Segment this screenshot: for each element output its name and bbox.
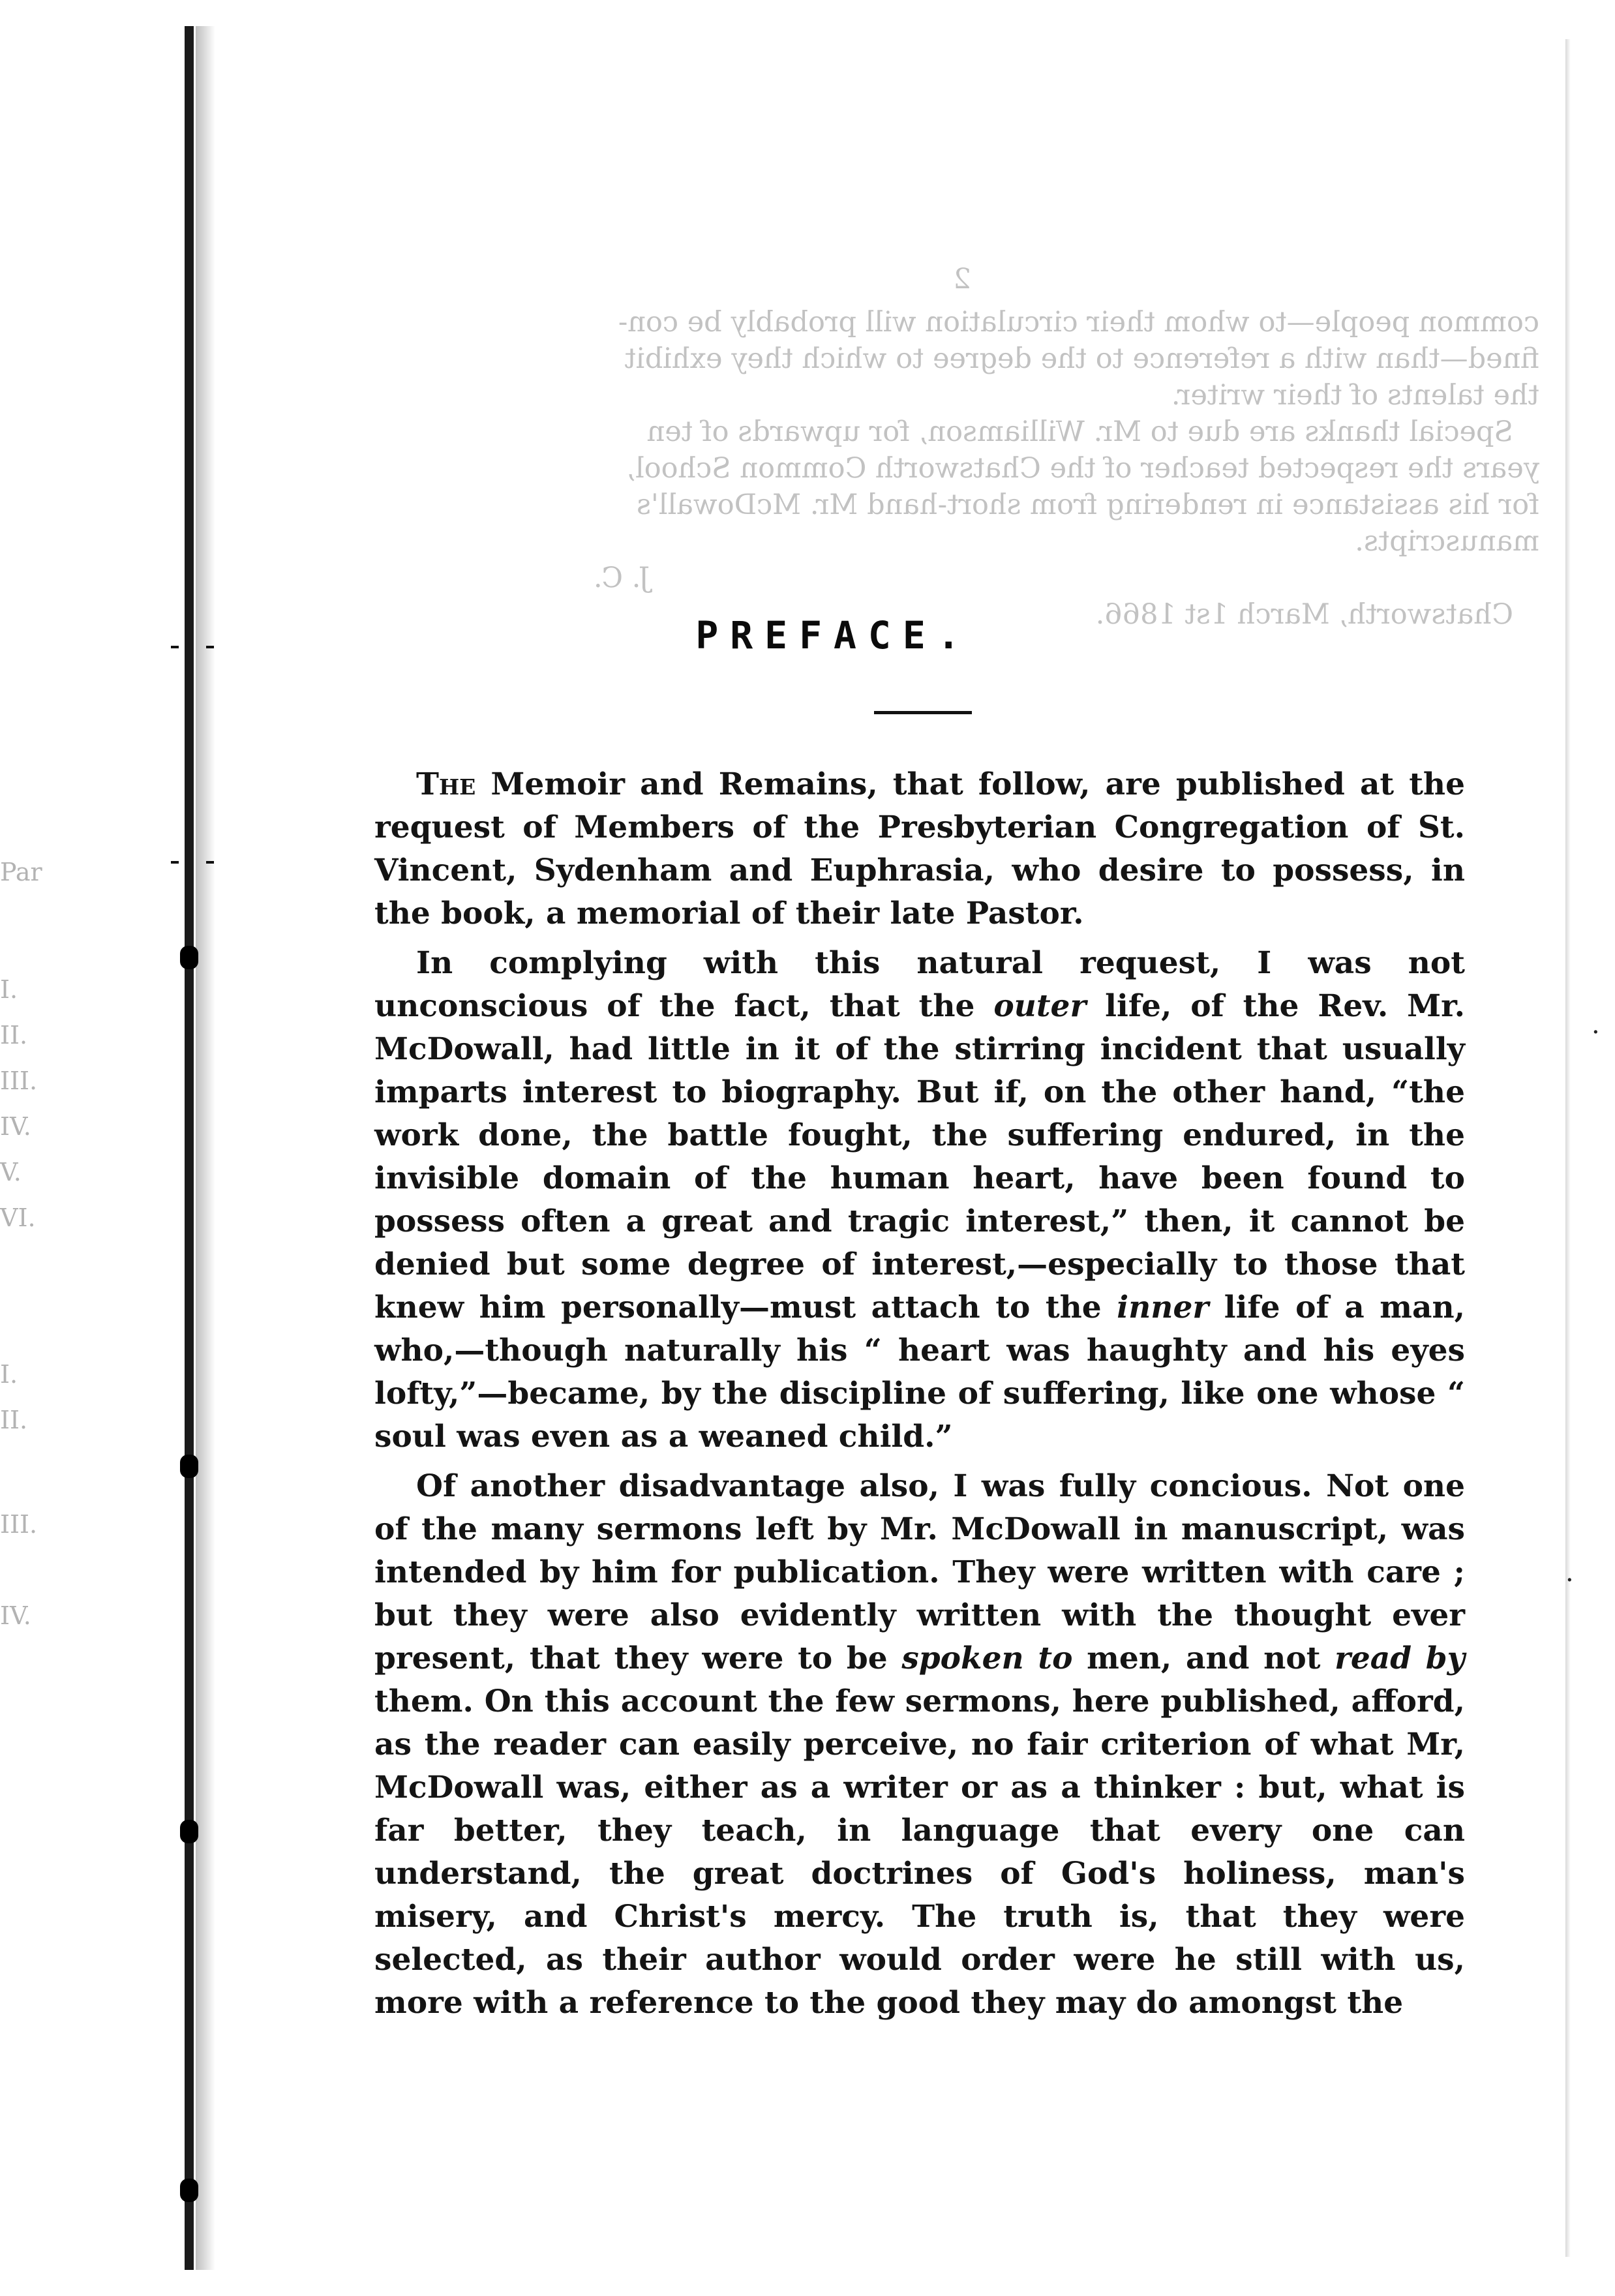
italic-text: outer bbox=[993, 988, 1087, 1024]
bleed-signature: J. C. bbox=[594, 562, 650, 594]
text-run: Of another disadvantage also, I was fully concious. Not one of the many sermons left by Mr. McDowall in manuscript, was intended by him for publication. They were written with care ; but they were also evidently written with the thought ever present, that they were to be bbox=[374, 1468, 1465, 1676]
bleed-page-number: 2 bbox=[953, 263, 971, 295]
bleed-through-text bbox=[385, 261, 1539, 633]
text-run: life, of the Rev. Mr. McDowall, had little in it of the stirring incident that usually imparts interest to biography. But if, on the other hand, “the work done, the battle fought, the suffering endured, in the invisible domain of the human heart, have been found to possess often a great and tragic interest,” then, it cannot be denied but some degree of interest,—especially to those that knew him personally—must attach to the bbox=[374, 988, 1465, 1325]
binding-spine bbox=[185, 26, 194, 2270]
title-rule bbox=[874, 711, 972, 714]
italic-text: inner bbox=[1117, 1290, 1209, 1325]
binding-stitch bbox=[180, 946, 198, 969]
italic-text: read by bbox=[1335, 1640, 1465, 1676]
facing-page-fragment: III. bbox=[0, 1066, 38, 1095]
paragraph bbox=[374, 763, 1465, 935]
page-title: PREFACE. bbox=[695, 613, 972, 657]
facing-page-fragment: VI. bbox=[0, 1203, 36, 1232]
binding-gutter bbox=[0, 0, 215, 2296]
binding-stitch bbox=[180, 2179, 198, 2202]
text-run: men, and not bbox=[1072, 1640, 1335, 1676]
spine-shadow bbox=[196, 26, 215, 2270]
binding-mark bbox=[171, 861, 179, 864]
facing-page-fragment: Par bbox=[0, 858, 42, 886]
bleed-line: for his assistance in rendering from short-hand Mr. McDowall's bbox=[636, 489, 1539, 521]
page-edge bbox=[1565, 39, 1571, 2257]
bleed-dateline: Chatsworth, March 1st 1866. bbox=[1095, 598, 1513, 631]
facing-page-fragment: IV. bbox=[0, 1601, 31, 1630]
edge-mark: · bbox=[1565, 1565, 1574, 1595]
paragraph-lead-word: The bbox=[416, 766, 476, 802]
paragraph bbox=[374, 942, 1465, 1458]
binding-stitch bbox=[180, 1455, 198, 1478]
bleed-line: common people—to whom their circulation will probably be con- bbox=[618, 306, 1539, 339]
binding-stitch bbox=[180, 1820, 198, 1843]
bleed-line: fined—than with a reference to the degree to which they exhibit bbox=[624, 342, 1539, 375]
text-run: In complying with this natural request, I was not unconscious of the fact, that the bbox=[374, 945, 1465, 1024]
binding-mark bbox=[206, 861, 214, 864]
body-text bbox=[374, 763, 1465, 2031]
paragraph bbox=[374, 1465, 1465, 2025]
text-run: them. On this account the few sermons, here published, afford, as the reader can easily perceive, no fair criterion of what Mr, McDowall was, either as a writer or as a thinker : but, what is far better, they teach, in language that every one can understand, the great doctrines of God's holiness, man's misery, and Christ's mercy. The truth is, that they were selected, as their author would order were he still with us, more with a reference to the good they may do amongst the bbox=[374, 1684, 1465, 2021]
facing-page-fragment: I. bbox=[0, 975, 18, 1004]
bleed-line: years the respected teacher of the Chatsworth Common School, bbox=[626, 452, 1539, 485]
bleed-line: the talents of their writer. bbox=[1171, 379, 1539, 412]
bleed-line: manuscripts. bbox=[1355, 525, 1539, 558]
edge-mark: · bbox=[1592, 1018, 1600, 1048]
facing-page-fragment: II. bbox=[0, 1021, 28, 1050]
facing-page-fragment: I. bbox=[0, 1360, 18, 1389]
facing-page-fragment: II. bbox=[0, 1406, 28, 1434]
bleed-line: Special thanks are due to Mr. Williamson, for upwards of ten bbox=[646, 415, 1513, 448]
italic-text: spoken to bbox=[901, 1640, 1073, 1676]
facing-page-fragment: V. bbox=[0, 1158, 22, 1186]
facing-page-fragment: IV. bbox=[0, 1112, 31, 1141]
text-run: life of a man, who,—though naturally his “ heart was haughty and his eyes lofty,”—became, by the discipline of suffering, like one whose “ soul was even as a weaned child.” bbox=[374, 1290, 1465, 1455]
text-run: Memoir and Remains, that follow, are published at the request of Members of the Presbyterian Congregation of St. Vincent, Sydenham and Euphrasia, who desire to possess, in the book, a memorial of their late Pastor. bbox=[374, 766, 1465, 931]
facing-page-fragment: III. bbox=[0, 1510, 38, 1539]
